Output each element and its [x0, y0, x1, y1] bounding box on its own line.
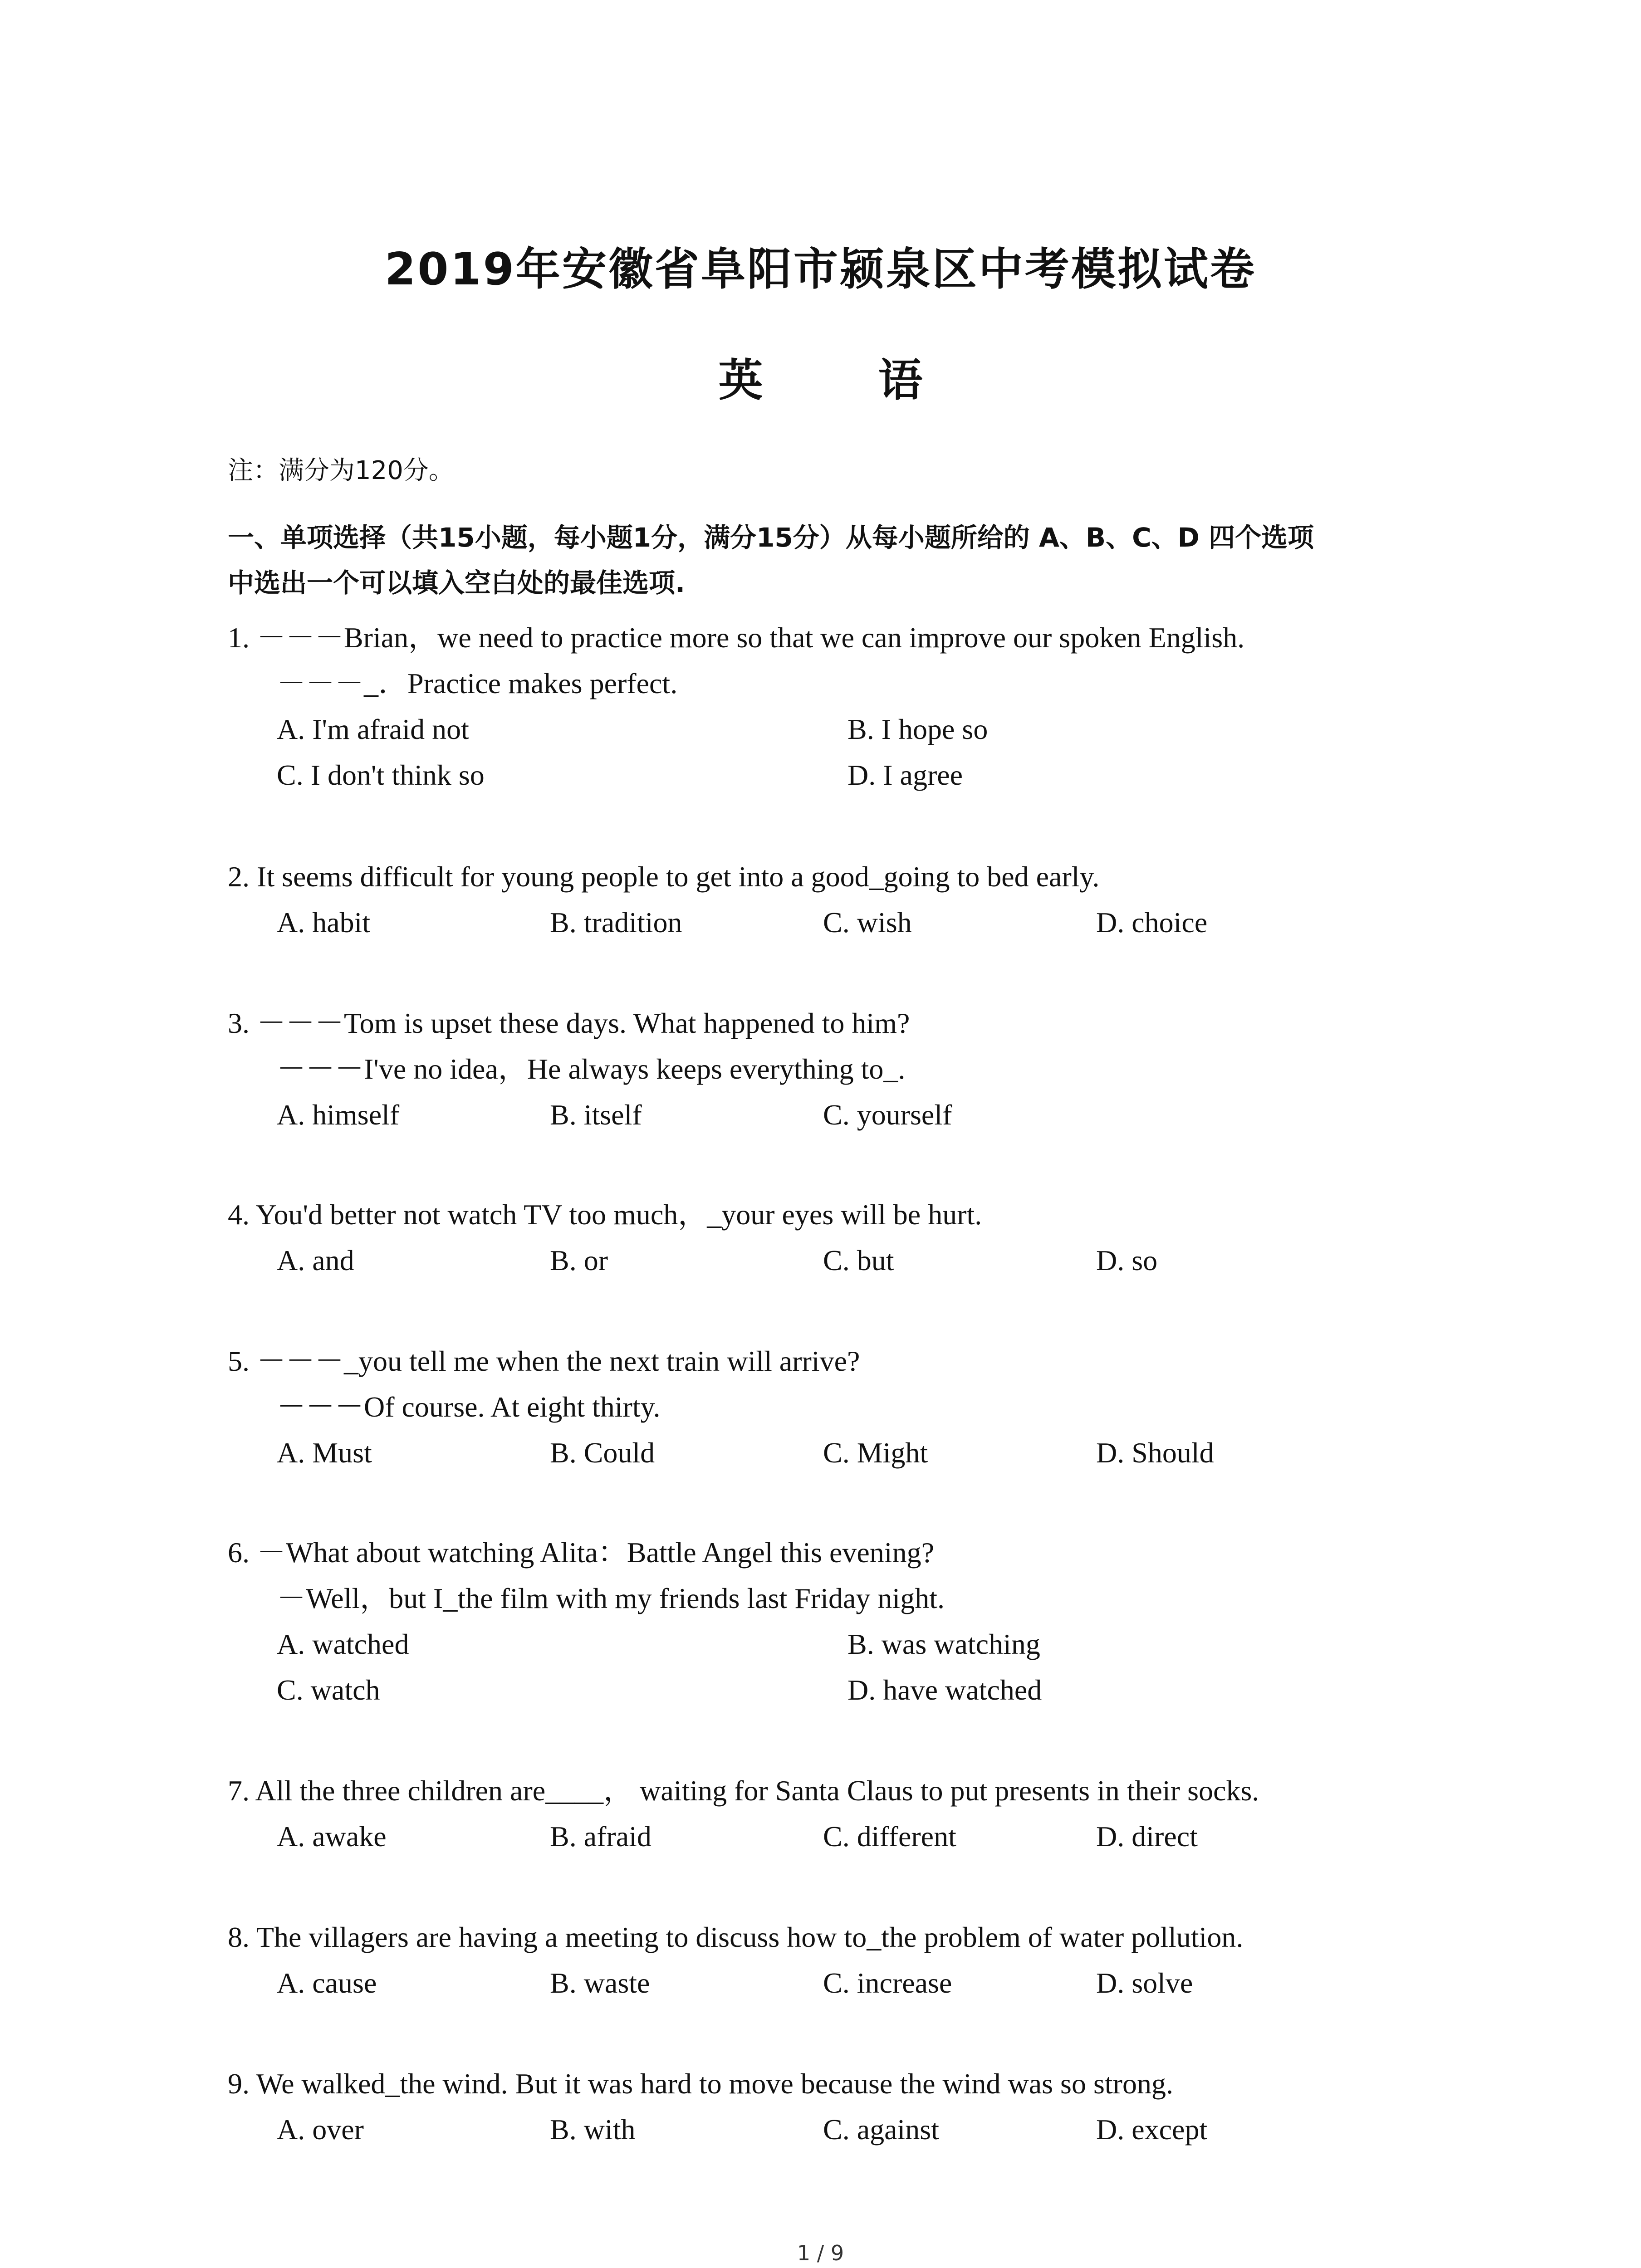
- section-heading: [228, 515, 1453, 606]
- option-b: B. Could: [550, 1437, 655, 1469]
- section-heading-line2: 中选出一个可以填入空白处的最佳选项.: [228, 567, 686, 598]
- option-b: B. itself: [550, 1099, 642, 1131]
- exam-title: 2019年安徽省阜阳市颍泉区中考模拟试卷: [385, 244, 1256, 295]
- option-row: [228, 1667, 1042, 1713]
- option-c: C. wish: [823, 906, 912, 938]
- question-stem: 1. －－－Brian，we need to practice more so that we can improve our spoken English.: [228, 621, 1245, 654]
- option-a: A. Must: [277, 1437, 372, 1469]
- option-c: C. yourself: [823, 1099, 952, 1131]
- exam-subject: 英 语: [718, 355, 973, 406]
- option-b: B. waste: [550, 1967, 650, 1999]
- section-heading-line1: 一、单项选择（共15小题，每小题1分，满分15分）从每小题所给的 A、B、C、D 四个选项: [228, 522, 1314, 553]
- option-d: D. have watched: [847, 1674, 1042, 1706]
- option-a: A. awake: [277, 1820, 387, 1853]
- option-b: B. with: [550, 2113, 636, 2146]
- option-b: B. I hope so: [847, 713, 988, 745]
- question-stem: 6. －What about watching Alita：Battle Angel this evening?: [228, 1536, 934, 1569]
- question-9: [228, 2061, 1208, 2152]
- question-stem: 4. You'd better not watch TV too much，_your eyes will be hurt.: [228, 1198, 982, 1231]
- option-a: A. watched: [277, 1628, 409, 1660]
- question-stem-reply: －－－_．Practice makes perfect.: [277, 667, 678, 699]
- page-indicator: 1 / 9: [797, 2241, 844, 2265]
- option-a: A. cause: [277, 1967, 377, 1999]
- option-b: B. was watching: [847, 1628, 1040, 1660]
- option-c: C. increase: [823, 1967, 952, 1999]
- option-a: A. and: [277, 1244, 354, 1276]
- option-row: [228, 1092, 952, 1138]
- question-stem: 9. We walked_the wind. But it was hard to move because the wind was so strong.: [228, 2068, 1173, 2100]
- question-2: [228, 854, 1208, 945]
- option-row: [228, 1960, 1243, 2006]
- option-row: [228, 706, 1244, 752]
- option-row: [228, 1621, 1040, 1667]
- question-stem: 7. All the three children are____， waiting for Santa Claus to put presents in their socks.: [228, 1774, 1259, 1807]
- option-a: A. over: [277, 2113, 364, 2146]
- question-1: [228, 615, 1244, 798]
- option-row: [228, 1813, 1259, 1859]
- option-d: D. so: [1096, 1244, 1158, 1276]
- option-row: [228, 899, 1208, 945]
- question-stem: 3. －－－Tom is upset these days. What happened to him?: [228, 1007, 910, 1039]
- option-row: [228, 752, 1244, 798]
- score-note: 注：满分为120分。: [228, 456, 454, 485]
- option-a: A. habit: [277, 906, 371, 938]
- option-a: A. himself: [277, 1099, 400, 1131]
- option-row: [228, 2107, 1208, 2152]
- option-d: D. Should: [1096, 1437, 1214, 1469]
- option-c: C. different: [823, 1820, 956, 1853]
- option-row: [228, 1430, 1214, 1476]
- option-d: D. direct: [1096, 1820, 1198, 1853]
- question-7: [228, 1768, 1259, 1859]
- option-d: D. except: [1096, 2113, 1208, 2146]
- option-b: B. afraid: [550, 1820, 652, 1853]
- question-8: [228, 1914, 1243, 2006]
- option-c: C. I don't think so: [277, 759, 485, 791]
- question-6: [228, 1530, 1042, 1713]
- question-stem-reply: －－－Of course. At eight thirty.: [277, 1391, 661, 1423]
- option-c: C. Might: [823, 1437, 928, 1469]
- option-row: [228, 1237, 1158, 1283]
- question-stem: 5. －－－_you tell me when the next train will arrive?: [228, 1345, 860, 1377]
- question-stem: 8. The villagers are having a meeting to discuss how to_the problem of water pollution.: [228, 1921, 1244, 1953]
- question-stem: 2. It seems difficult for young people to get into a good_going to bed early.: [228, 860, 1100, 893]
- option-d: D. I agree: [847, 759, 963, 791]
- option-b: B. tradition: [550, 906, 682, 938]
- question-stem-reply: －－－I've no idea，He always keeps everything to_.: [277, 1053, 906, 1085]
- option-d: D. choice: [1096, 906, 1208, 938]
- option-a: A. I'm afraid not: [277, 713, 469, 745]
- question-5: [228, 1338, 1214, 1476]
- option-d: D. solve: [1096, 1967, 1193, 1999]
- option-c: C. against: [823, 2113, 939, 2146]
- option-c: C. watch: [277, 1674, 380, 1706]
- question-stem-reply: －Well，but I_the film with my friends last Friday night.: [277, 1582, 945, 1614]
- question-4: [228, 1192, 1158, 1283]
- option-b: B. or: [550, 1244, 608, 1276]
- option-c: C. but: [823, 1244, 894, 1276]
- question-3: [228, 1000, 952, 1138]
